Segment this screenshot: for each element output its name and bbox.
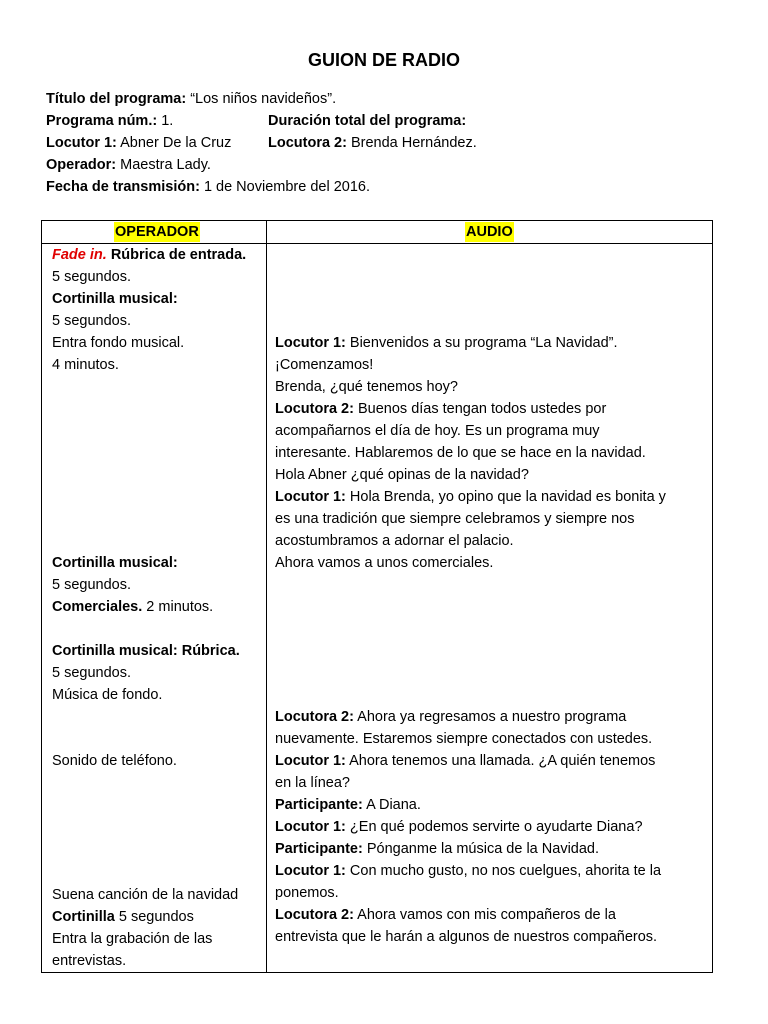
audio-line xyxy=(275,486,666,508)
meta-fecha xyxy=(46,176,370,198)
audio-line xyxy=(275,420,600,442)
audio-bold-label: Locutor 1: xyxy=(275,753,346,769)
audio-line xyxy=(275,464,529,486)
audio-line xyxy=(275,552,493,574)
audio-bold-label: Locutor 1: xyxy=(275,863,346,879)
header-operador: OPERADOR xyxy=(115,224,199,240)
audio-text: ¿En qué podemos servirte o ayudarte Diana? xyxy=(345,819,643,835)
operador-line xyxy=(52,884,238,906)
audio-line xyxy=(275,354,373,376)
audio-text: Pónganme la música de la Navidad. xyxy=(362,841,600,857)
operador-text: 2 minutos. xyxy=(142,599,214,615)
audio-bold-label: Locutora 2: xyxy=(275,401,354,417)
meta-label: Programa núm.: xyxy=(46,113,158,129)
audio-text: Buenos días tengan todos ustedes por xyxy=(353,401,607,417)
meta-value: Brenda Hernández. xyxy=(350,135,477,151)
operador-text: entrevistas. xyxy=(52,953,127,969)
audio-text: entrevista que le harán a algunos de nuestros compañeros. xyxy=(275,929,658,945)
audio-bold-label: Locutor 1: xyxy=(275,335,346,351)
operador-text: Sonido de teléfono. xyxy=(52,753,177,769)
audio-bold-label: Locutor 1: xyxy=(275,489,346,505)
meta-duracion xyxy=(268,110,466,132)
meta-locutor1 xyxy=(46,132,231,154)
operador-bold-label: Cortinilla musical: xyxy=(52,555,178,571)
audio-line xyxy=(275,772,350,794)
operador-line xyxy=(52,950,126,972)
operador-line xyxy=(52,552,178,574)
audio-line xyxy=(275,332,618,354)
operador-text: 5 segundos. xyxy=(52,269,132,285)
audio-text: Con mucho gusto, no nos cuelgues, ahorita te la xyxy=(345,863,662,879)
operador-line xyxy=(52,596,213,618)
meta-label: Fecha de transmisión: xyxy=(46,179,200,195)
audio-text: Bienvenidos a su programa “La Navidad”. xyxy=(345,335,618,351)
audio-line xyxy=(275,926,657,948)
operador-bold-label: Cortinilla xyxy=(52,909,115,925)
operador-line xyxy=(52,288,178,310)
audio-line xyxy=(275,860,661,882)
page-title: GUION DE RADIO xyxy=(307,50,460,70)
meta-label: Locutora 2: xyxy=(268,135,347,151)
audio-line xyxy=(275,398,606,420)
meta-label: Operador: xyxy=(46,157,117,173)
audio-text: Ahora tenemos una llamada. ¿A quién tenemos xyxy=(345,753,656,769)
audio-text: ¡Comenzamos! xyxy=(275,357,374,373)
column-divider xyxy=(266,220,267,973)
rubrica-label: Rúbrica de entrada. xyxy=(106,247,247,263)
audio-line xyxy=(275,530,514,552)
meta-label: Locutor 1: xyxy=(46,135,117,151)
audio-line xyxy=(275,816,643,838)
audio-text: Ahora vamos con mis compañeros de la xyxy=(353,907,616,923)
audio-text: interesante. Hablaremos de lo que se hace en la navidad. xyxy=(275,445,646,461)
meta-titulo xyxy=(46,88,336,110)
operador-text: 4 minutos. xyxy=(52,357,119,373)
audio-line xyxy=(275,376,458,398)
audio-line xyxy=(275,904,616,926)
operador-text: 5 segundos. xyxy=(52,313,132,329)
audio-text: Hola Abner ¿qué opinas de la navidad? xyxy=(275,467,529,483)
meta-locutora2 xyxy=(268,132,477,154)
audio-line xyxy=(275,508,634,530)
operador-bold-label: Cortinilla musical: xyxy=(52,291,178,307)
audio-text: Brenda, ¿qué tenemos hoy? xyxy=(275,379,458,395)
operador-bold-label: Comerciales. xyxy=(52,599,143,615)
operador-bold-label: Cortinilla musical: Rúbrica. xyxy=(52,643,240,659)
meta-value: 1. xyxy=(161,113,174,129)
audio-line xyxy=(275,882,339,904)
operador-line xyxy=(52,332,184,354)
operador-text: 5 segundos xyxy=(114,909,194,925)
audio-bold-label: Locutor 1: xyxy=(275,819,346,835)
meta-value: Maestra Lady. xyxy=(120,157,211,173)
operador-line xyxy=(52,750,177,772)
audio-bold-label: Participante: xyxy=(275,797,363,813)
operador-line xyxy=(52,640,240,662)
fade-in-label: Fade in. xyxy=(52,247,107,263)
audio-text: nuevamente. Estaremos siempre conectados con ustedes. xyxy=(275,731,653,747)
meta-programa xyxy=(46,110,173,132)
audio-text: en la línea? xyxy=(275,775,350,791)
operador-line xyxy=(52,662,131,684)
audio-line xyxy=(275,728,652,750)
audio-line xyxy=(275,838,599,860)
operador-line xyxy=(52,244,246,266)
operador-line xyxy=(52,928,212,950)
audio-line xyxy=(275,706,626,728)
audio-line xyxy=(275,750,655,772)
audio-text: Ahora vamos a unos comerciales. xyxy=(275,555,494,571)
audio-text: acompañarnos el día de hoy. Es un programa muy xyxy=(275,423,600,439)
operador-text: 5 segundos. xyxy=(52,665,132,681)
meta-label: Título del programa: xyxy=(46,91,187,107)
meta-value: 1 de Noviembre del 2016. xyxy=(203,179,370,195)
meta-value: “Los niños navideños”. xyxy=(190,91,337,107)
audio-line xyxy=(275,442,646,464)
meta-label: Duración total del programa: xyxy=(268,113,467,129)
audio-bold-label: Locutora 2: xyxy=(275,709,354,725)
operador-text: Música de fondo. xyxy=(52,687,163,703)
header-audio: AUDIO xyxy=(466,224,513,240)
audio-text: acostumbramos a adornar el palacio. xyxy=(275,533,514,549)
operador-line xyxy=(52,684,162,706)
audio-line xyxy=(275,794,421,816)
operador-text: 5 segundos. xyxy=(52,577,132,593)
audio-text: Ahora ya regresamos a nuestro programa xyxy=(353,709,627,725)
operador-line xyxy=(52,354,119,376)
audio-bold-label: Locutora 2: xyxy=(275,907,354,923)
operador-line xyxy=(52,266,131,288)
audio-text: es una tradición que siempre celebramos y siempre nos xyxy=(275,511,635,527)
audio-bold-label: Participante: xyxy=(275,841,363,857)
operador-line xyxy=(52,310,131,332)
meta-value: Abner De la Cruz xyxy=(120,135,232,151)
meta-operador xyxy=(46,154,211,176)
audio-text: ponemos. xyxy=(275,885,339,901)
audio-text: Hola Brenda, yo opino que la navidad es bonita y xyxy=(345,489,666,505)
audio-text: A Diana. xyxy=(362,797,421,813)
operador-text: Entra la grabación de las xyxy=(52,931,213,947)
operador-line xyxy=(52,574,131,596)
operador-text: Suena canción de la navidad xyxy=(52,887,239,903)
operador-text: Entra fondo musical. xyxy=(52,335,185,351)
operador-line xyxy=(52,906,194,928)
